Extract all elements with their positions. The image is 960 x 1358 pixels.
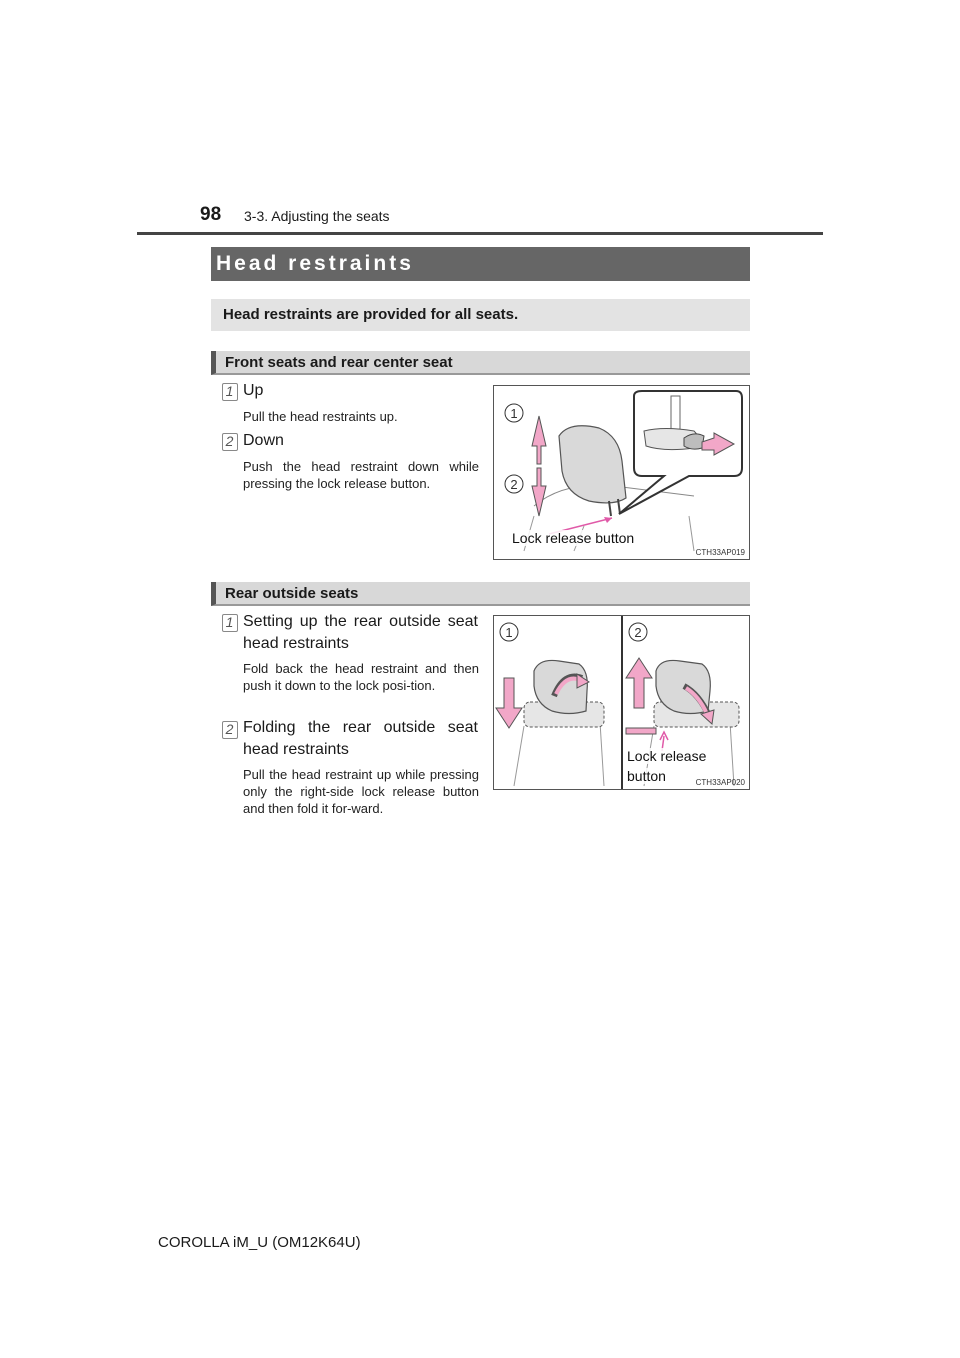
step-number: 2 <box>222 433 237 450</box>
page-number: 98 <box>200 204 222 225</box>
section-heading-front <box>211 351 750 375</box>
step-body: Push the head restraint down while pressing the lock release button. <box>243 459 479 491</box>
callout-1: 1 <box>510 406 518 421</box>
intro-box <box>211 299 750 331</box>
section-heading-text: Front seats and rear center seat <box>225 354 453 371</box>
section-heading-rear <box>211 582 750 606</box>
step-body: Pull the head restraint up while pressing only the right-side lock release button and then fold it for-ward. <box>243 767 479 816</box>
section-heading-text: Rear outside seats <box>225 585 359 602</box>
header-rule <box>137 232 823 235</box>
callout-1: 1 <box>505 625 513 640</box>
figure-rear-head-restraint <box>493 615 750 790</box>
step-number: 1 <box>222 383 237 400</box>
callout-2: 2 <box>510 477 518 492</box>
footer-model: COROLLA iM_U (OM12K64U) <box>158 1234 361 1251</box>
step-title: Folding the rear outside seat head restraints <box>243 719 478 758</box>
figure-code: CTH33AP020 <box>695 778 745 787</box>
step-body: Pull the head restraints up. <box>243 409 398 424</box>
section-reference: 3-3. Adjusting the seats <box>244 208 390 224</box>
step-title: Down <box>243 432 284 449</box>
figure-label-line2: button <box>627 768 666 784</box>
step-number: 2 <box>222 721 237 738</box>
page-title: Head restraints <box>216 252 414 275</box>
step-body: Fold back the head restraint and then push it down to the lock posi-tion. <box>243 661 479 693</box>
figure-code: CTH33AP019 <box>695 548 745 557</box>
step-title: Up <box>243 382 264 399</box>
intro-text: Head restraints are provided for all seats. <box>223 306 519 323</box>
step-number: 1 <box>222 614 237 631</box>
page-title-bar <box>211 247 750 281</box>
rear-head-restraint-illustration <box>494 616 749 789</box>
figure-front-head-restraint <box>493 385 750 560</box>
step-title: Setting up the rear outside seat head restraints <box>243 613 478 652</box>
figure-label-line1: Lock release <box>627 748 707 764</box>
callout-2: 2 <box>634 625 642 640</box>
figure-label: Lock release button <box>512 530 635 546</box>
